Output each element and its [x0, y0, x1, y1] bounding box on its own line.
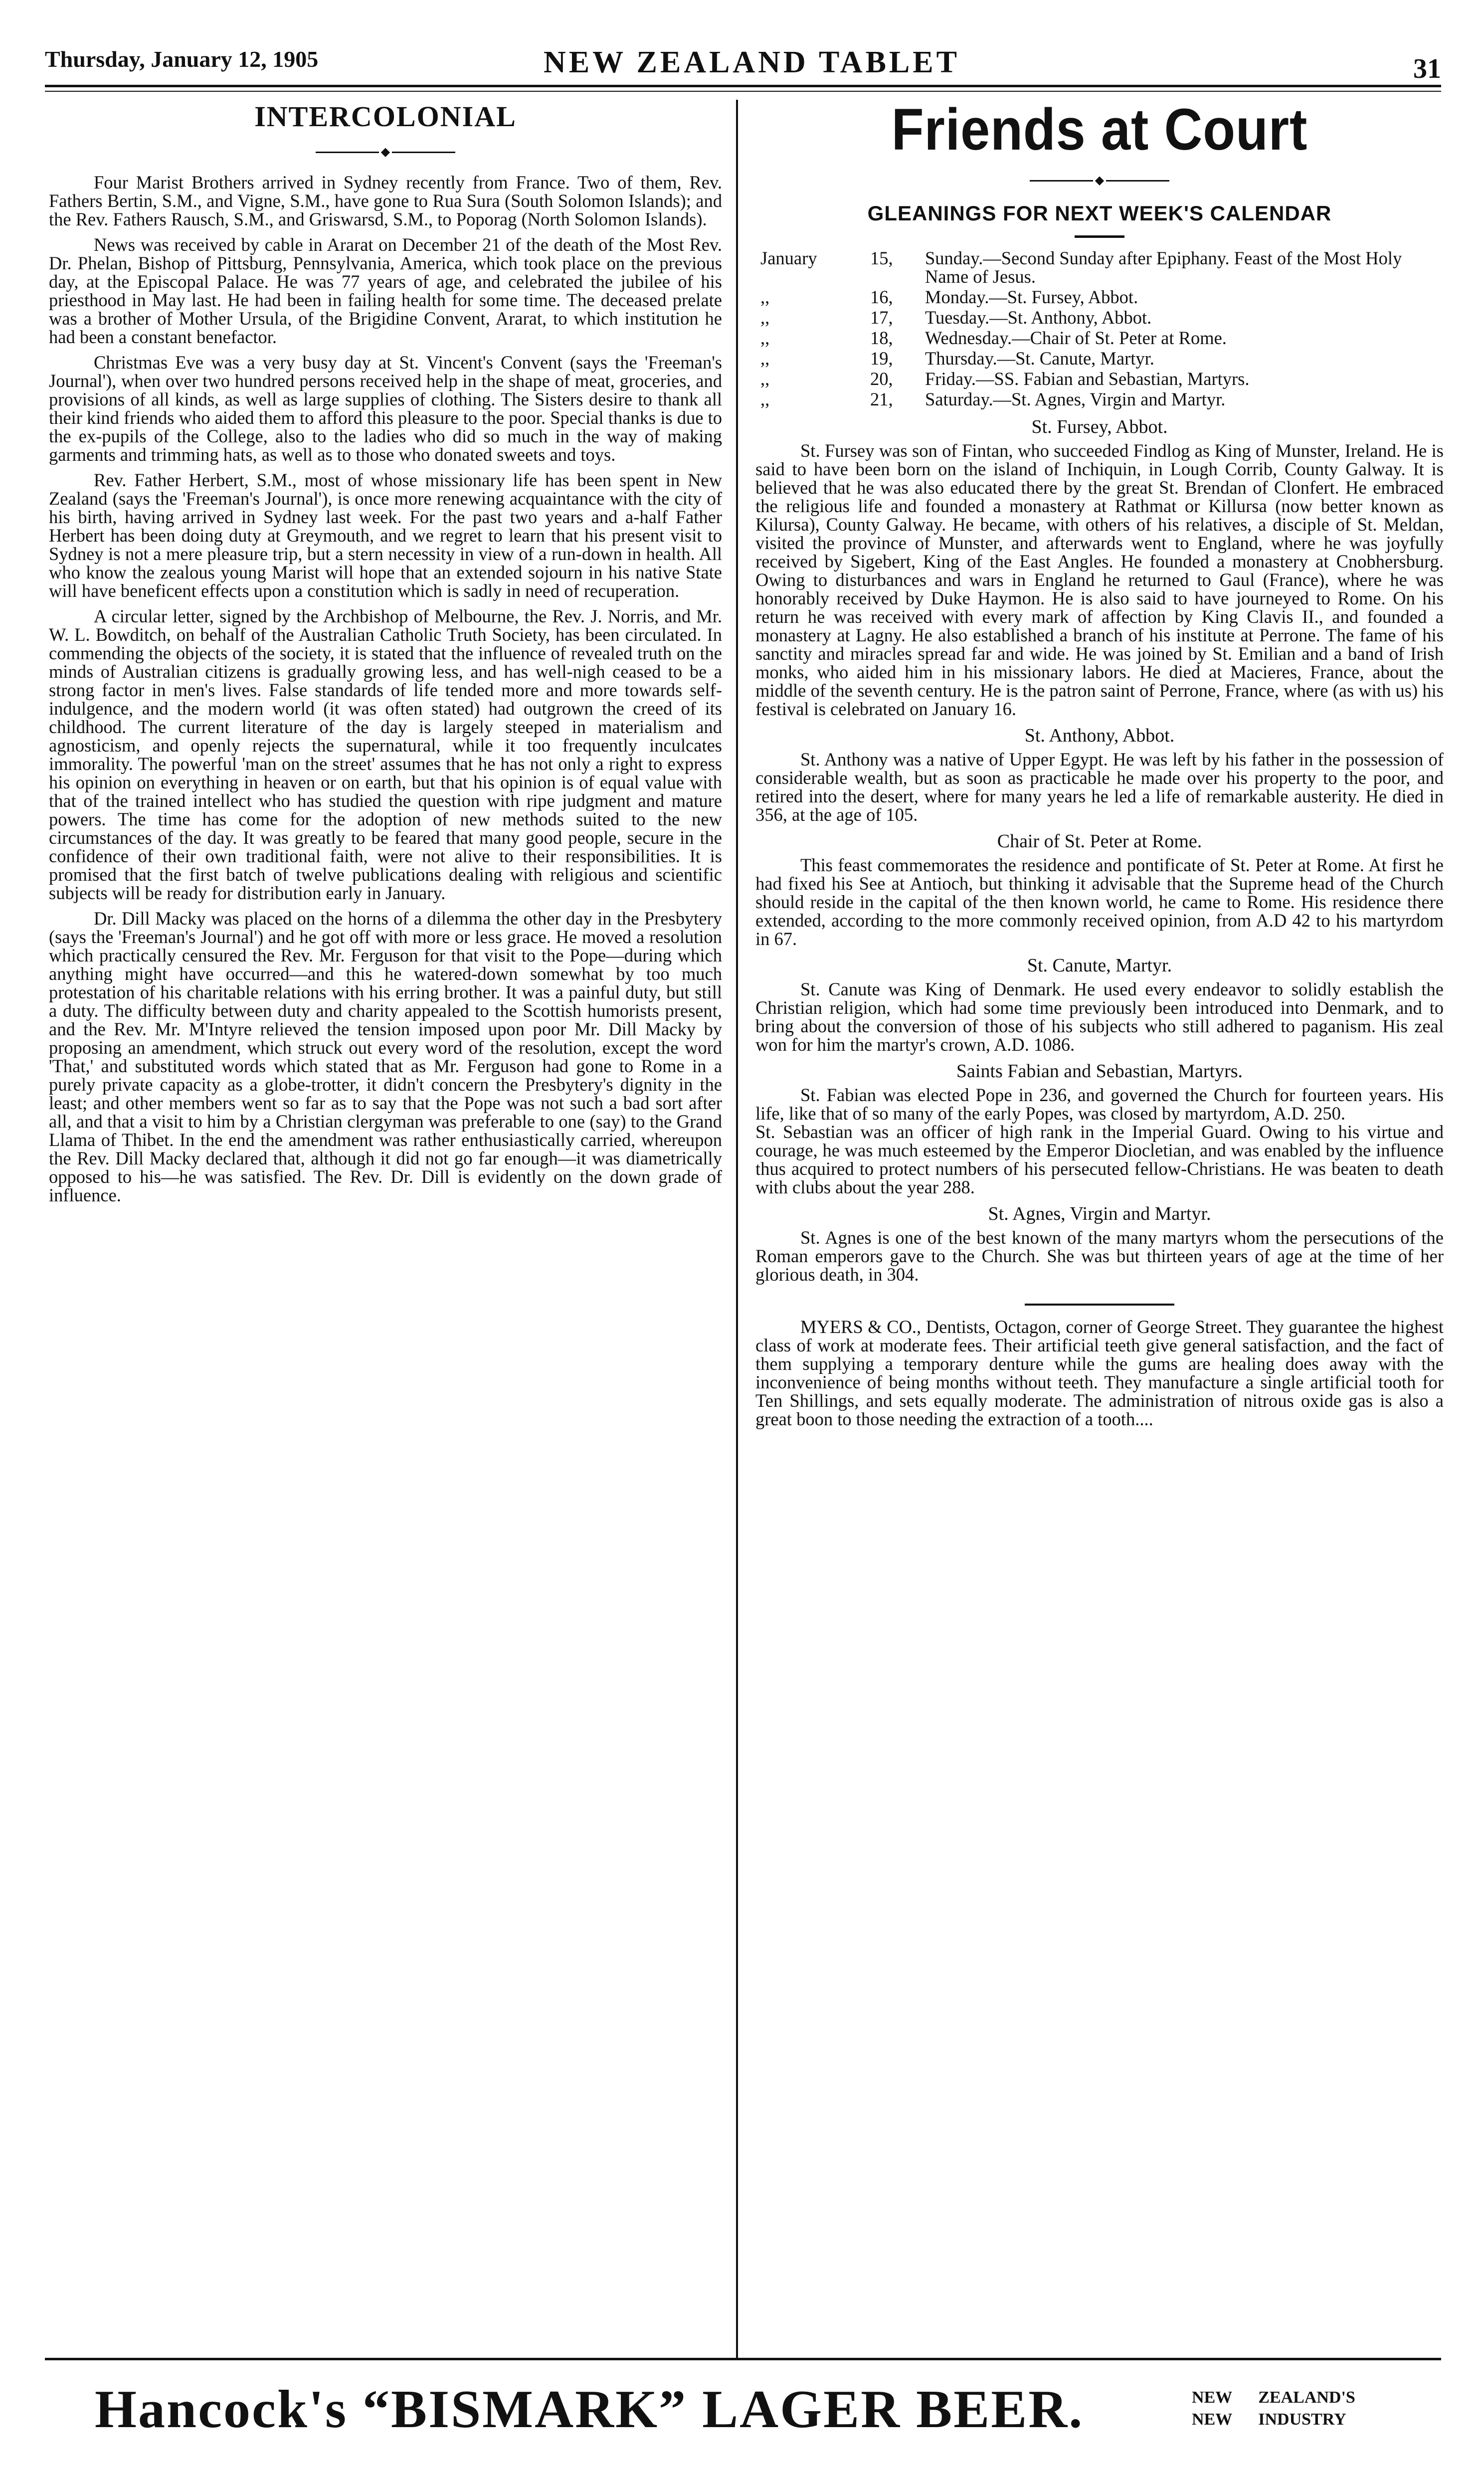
friends-at-court-column	[755, 97, 1444, 1429]
calendar-entry: Thursday.—St. Canute, Martyr.	[925, 348, 1154, 369]
calendar-row	[755, 329, 1444, 347]
beer-advertisement	[95, 2379, 1441, 2444]
calendar-month: ,,	[760, 389, 770, 409]
article-paragraph: Rev. Father Herbert, S.M., most of whose missionary life has been spent in New Zealand (says the 'Freeman's Journal'), is once more renewing acquaintance with the city of his birth, having arrived in Sydney last week. For the past two years and a-half Father Herbert has been doing duty at Greymouth, and we regret to learn that his present visit to Sydney is not a mere pleasure trip, but a stern necessity in view of a run-down in health. All who know the zealous young Marist will hope that an extended sojourn in his native State will have beneficent effects upon a constitution which is sadly in need of recuperation.	[49, 470, 722, 601]
friends-at-court-heading: Friends at Court	[891, 97, 1308, 163]
masthead-rule	[45, 85, 1441, 87]
newspaper-title: NEW ZEALAND TABLET	[544, 45, 960, 79]
calendar-day: 17,	[870, 307, 893, 328]
calendar-entry: Monday.—St. Fursey, Abbot.	[925, 287, 1138, 307]
dentist-notice: MYERS & CO., Dentists, Octagon, corner of George Street. They guarantee the highest class of work at moderate fees. Their artificial teeth give general satisfaction, and the fact of them supplying a temporary denture while the gums are healing does away with the inconvenience of being months without teeth. They manufacture a single artificial tooth for Ten Shillings, and sets equally moderate. The administration of nitrous oxide gas is also a great boon to those needing the extraction of a tooth....	[755, 1317, 1444, 1429]
ad-tagline-word: INDUSTRY	[1258, 2410, 1346, 2429]
article-paragraph: A circular letter, signed by the Archbishop of Melbourne, the Rev. J. Norris, and Mr. W. L. Bowditch, on behalf of the Australian Catholic Truth Society, has been circulated. In commending the objects of the society, it is stated that the influence of revealed truth on the minds of Australian citizens is gradually growing less, and has well-nigh ceased to be a strong factor in men's lives. False standards of life tended more and more towards self-indulgence, and the modern world (it was often stated) had outgrown the creed of its childhood. The current literature of the day is largely steeped in materialism and agnosticism, and openly rejects the supernatural, while it too frequently inculcates immorality. The powerful 'man on the street' assumes that he has not only a right to express his opinion on everything in heaven or on earth, but that his opinion is of equal value with that of the trained intellect who has studied the question with ripe judgment and mature powers. The time has come for the adoption of new methods suited to the new circumstances of the day. It was greatly to be feared that many good people, secure in the confidence of their own traditional faith, were not alive to their responsibilities. It is promised that the first batch of twelve publications dealing with religious and scientific subjects will be ready for distribution early in January.	[49, 606, 722, 903]
calendar-month: January	[760, 248, 817, 268]
column-divider	[736, 100, 738, 2359]
intercolonial-heading: INTERCOLONIAL	[254, 100, 517, 133]
calendar-day: 16,	[870, 287, 893, 307]
article-paragraph: Dr. Dill Macky was placed on the horns of a dilemma the other day in the Presbytery (says the 'Freeman's Journal') and he got off with more or less grace. He moved a resolution which practically censured the Rev. Mr. Ferguson for that visit to the Pope—during which anything might have occurred—and this he watered-down somewhat by too much protestation of his charitable relations with his erring brother. It was a painful duty, but still a duty. The difficulty between duty and charity appealed to the Scottish humorists present, and the Rev. Mr. M'Intyre relieved the tension imposed upon poor Mr. Dill Macky by proposing an amendment, which struck out every word of the resolution, except the word 'That,' and substituted words which stated that as Mr. Ferguson had gone to Rome in a purely private capacity as a globe-trotter, it didn't concern the Presbytery's dignity in the least; and other members went so far as to say that the Pope was not such a bad sort after all, and that a visit to him by a Christian clergyman was preferable to one (say) to the Grand Llama of Thibet. In the end the amendment was rather enthusiastically carried, whereupon the Rev. Dill Macky declared that, although it did not go far enough—it was diametrically opposed to his—he was satisfied. The Rev. Dr. Dill is evidently on the down grade of influence.	[49, 908, 722, 1205]
calendar-day: 21,	[870, 389, 893, 409]
article-paragraph: Four Marist Brothers arrived in Sydney recently from France. Two of them, Rev. Fathers Bertin, S.M., and Vigne, S.M., have gone to Rua Sura (South Solomon Islands); and the Rev. Fathers Rausch, S.M., and Griswarsd, S.M., to Poporag (North Solomon Islands).	[49, 172, 722, 229]
saint-paragraph: St. Fabian was elected Pope in 236, and governed the Church for fourteen years. His life, like that of so many of the early Popes, was closed by martyrdom, A.D. 250. St. Sebastian was an officer of high rank in the Imperial Guard. Owing to his virtue and courage, he was much esteemed by the Emperor Diocletian, and was enabled by the influence thus acquired to protect numbers of his persecuted fellow-Christians. He was beaten to death with clubs about the year 288.	[755, 1085, 1444, 1197]
saint-paragraph: This feast commemorates the residence and pontificate of St. Peter at Rome. At first he had fixed his See at Antioch, but thinking it advisable that the Supreme head of the Church should reside in the capital of the then known world, he came to Rome. His residence there extended, according to the more commonly received opinion, from A.D 42 to his martyrdom in 67.	[755, 855, 1444, 949]
saint-heading: St. Canute, Martyr.	[1027, 955, 1172, 976]
saint-heading: Chair of St. Peter at Rome.	[997, 831, 1202, 852]
ad-tagline	[1192, 2387, 1355, 2431]
calendar-day: 15,	[870, 248, 893, 268]
masthead	[45, 45, 1441, 84]
calendar-month: ,,	[760, 348, 770, 369]
calendar-subheading: GLEANINGS FOR NEXT WEEK'S CALENDAR	[867, 201, 1332, 225]
ad-tagline-word: ZEALAND'S	[1258, 2388, 1355, 2407]
calendar-day: 18,	[870, 328, 893, 348]
calendar-entry: Wednesday.—Chair of St. Peter at Rome.	[925, 328, 1227, 348]
calendar-row	[755, 390, 1444, 408]
article-paragraph: Christmas Eve was a very busy day at St. Vincent's Convent (says the 'Freeman's Journal'), when over two hundred persons received help in the shape of meat, groceries, and provisions of all kinds, as well as large supplies of clothing. The Sisters desire to thank all their kind friends who aided them to afford this pleasure to the poor. Special thanks is due to the ex-pupils of the College, also to the ladies who did so much in the way of making garments and trimming hats, as well as to those who donated sweets and toys.	[49, 352, 722, 465]
heading-ornament: ◆	[755, 177, 1444, 185]
footer-rule	[45, 2358, 1441, 2360]
saints-calendar	[755, 249, 1444, 408]
calendar-month: ,,	[760, 307, 770, 328]
saint-heading: St. Fursey, Abbot.	[1031, 416, 1168, 437]
calendar-month: ,,	[760, 369, 770, 389]
heading-ornament: ◆	[49, 148, 722, 156]
page-number: 31	[1413, 53, 1441, 84]
saint-paragraph: St. Anthony was a native of Upper Egypt. He was left by his father in the possession of considerable wealth, but as soon as practicable he made over his property to the poor, and retired into the desert, where for many years he led a life of remarkable austerity. He died in 356, at the age of 105.	[755, 749, 1444, 825]
subheading-rule	[1075, 235, 1124, 238]
calendar-month: ,,	[760, 287, 770, 307]
saint-heading: Saints Fabian and Sebastian, Martyrs.	[956, 1061, 1243, 1082]
calendar-row	[755, 288, 1444, 306]
ad-headline: Hancock's “BISMARK” LAGER BEER.	[95, 2380, 1084, 2439]
notice-rule	[1025, 1304, 1174, 1306]
saint-paragraph: St. Agnes is one of the best known of the many martyrs whom the persecutions of the Roman emperors gave to the Church. She was but thirteen years of age at the time of her glorious death, in 304.	[755, 1227, 1444, 1285]
calendar-row	[755, 370, 1444, 388]
calendar-entry: Sunday.—Second Sunday after Epiphany. Feast of the Most Holy Name of Jesus.	[925, 248, 1402, 287]
calendar-row	[755, 249, 1444, 286]
saint-heading: St. Anthony, Abbot.	[1024, 725, 1175, 746]
intercolonial-column	[49, 100, 722, 1204]
calendar-month: ,,	[760, 328, 770, 348]
calendar-day: 20,	[870, 369, 893, 389]
article-paragraph: News was received by cable in Ararat on December 21 of the death of the Most Rev. Dr. Phelan, Bishop of Pittsburg, Pennsylvania, America, which took place on the previous day, at the Episcopal Palace. He was 77 years of age, and celebrated the jubilee of his priesthood in May last. He had been in failing health for some time. The deceased prelate was a brother of Mother Ursula, of the Brigidine Convent, Ararat, to which institution he had been a constant benefactor.	[49, 234, 722, 347]
ad-tagline-word: NEW	[1192, 2410, 1233, 2429]
saint-paragraph: St. Fursey was son of Fintan, who succeeded Findlog as King of Munster, Ireland. He is said to have been born on the island of Inchiquin, in Lough Corrib, County Galway. It is believed that he was also educated there by the great St. Brendan of Clonfert. He embraced the religious life and founded a monastery at Rathmat or Killursa (now better known as Kilursa), County Galway. He became, with others of his relatives, a disciple of St. Meldan, visited the province of Munster, and afterwards went to England, where he was joyfully received by Sigebert, King of the East Angles. He founded a monastery at Cnobhersburg. Owing to disturbances and wars in England he returned to Gaul (France), where he was honorably received by Duke Haymon. He is also said to have journeyed to Rome. On his return he was received with every mark of affection by King Clavis II., and founded a monastery at Lagny. He also established a branch of his institute at Perrone. The fame of his sanctity and miracles spread far and wide. He was joined by St. Emilian and a band of Irish monks, who aided him in his missionary labors. He died at Macieres, France, about the middle of the seventh century. He is the patron saint of Perrone, France, where (as with us) his festival is celebrated on January 16.	[755, 440, 1444, 719]
saint-paragraph: St. Canute was King of Denmark. He used every endeavor to solidly establish the Christian religion, which had some time previously been introduced into Denmark, and to bring about the conversion of those of his subjects who still adhered to paganism. His zeal won for him the martyr's crown, A.D. 1086.	[755, 979, 1444, 1055]
masthead-rule-thin	[45, 91, 1441, 92]
calendar-entry: Tuesday.—St. Anthony, Abbot.	[925, 307, 1152, 328]
saint-heading: St. Agnes, Virgin and Martyr.	[988, 1203, 1211, 1224]
calendar-row	[755, 349, 1444, 368]
calendar-entry: Friday.—SS. Fabian and Sebastian, Martyrs.	[925, 369, 1250, 389]
calendar-day: 19,	[870, 348, 893, 369]
calendar-entry: Saturday.—St. Agnes, Virgin and Martyr.	[925, 389, 1226, 409]
ad-tagline-word: NEW	[1192, 2388, 1233, 2407]
issue-date: Thursday, January 12, 1905	[45, 46, 319, 72]
calendar-row	[755, 308, 1444, 327]
